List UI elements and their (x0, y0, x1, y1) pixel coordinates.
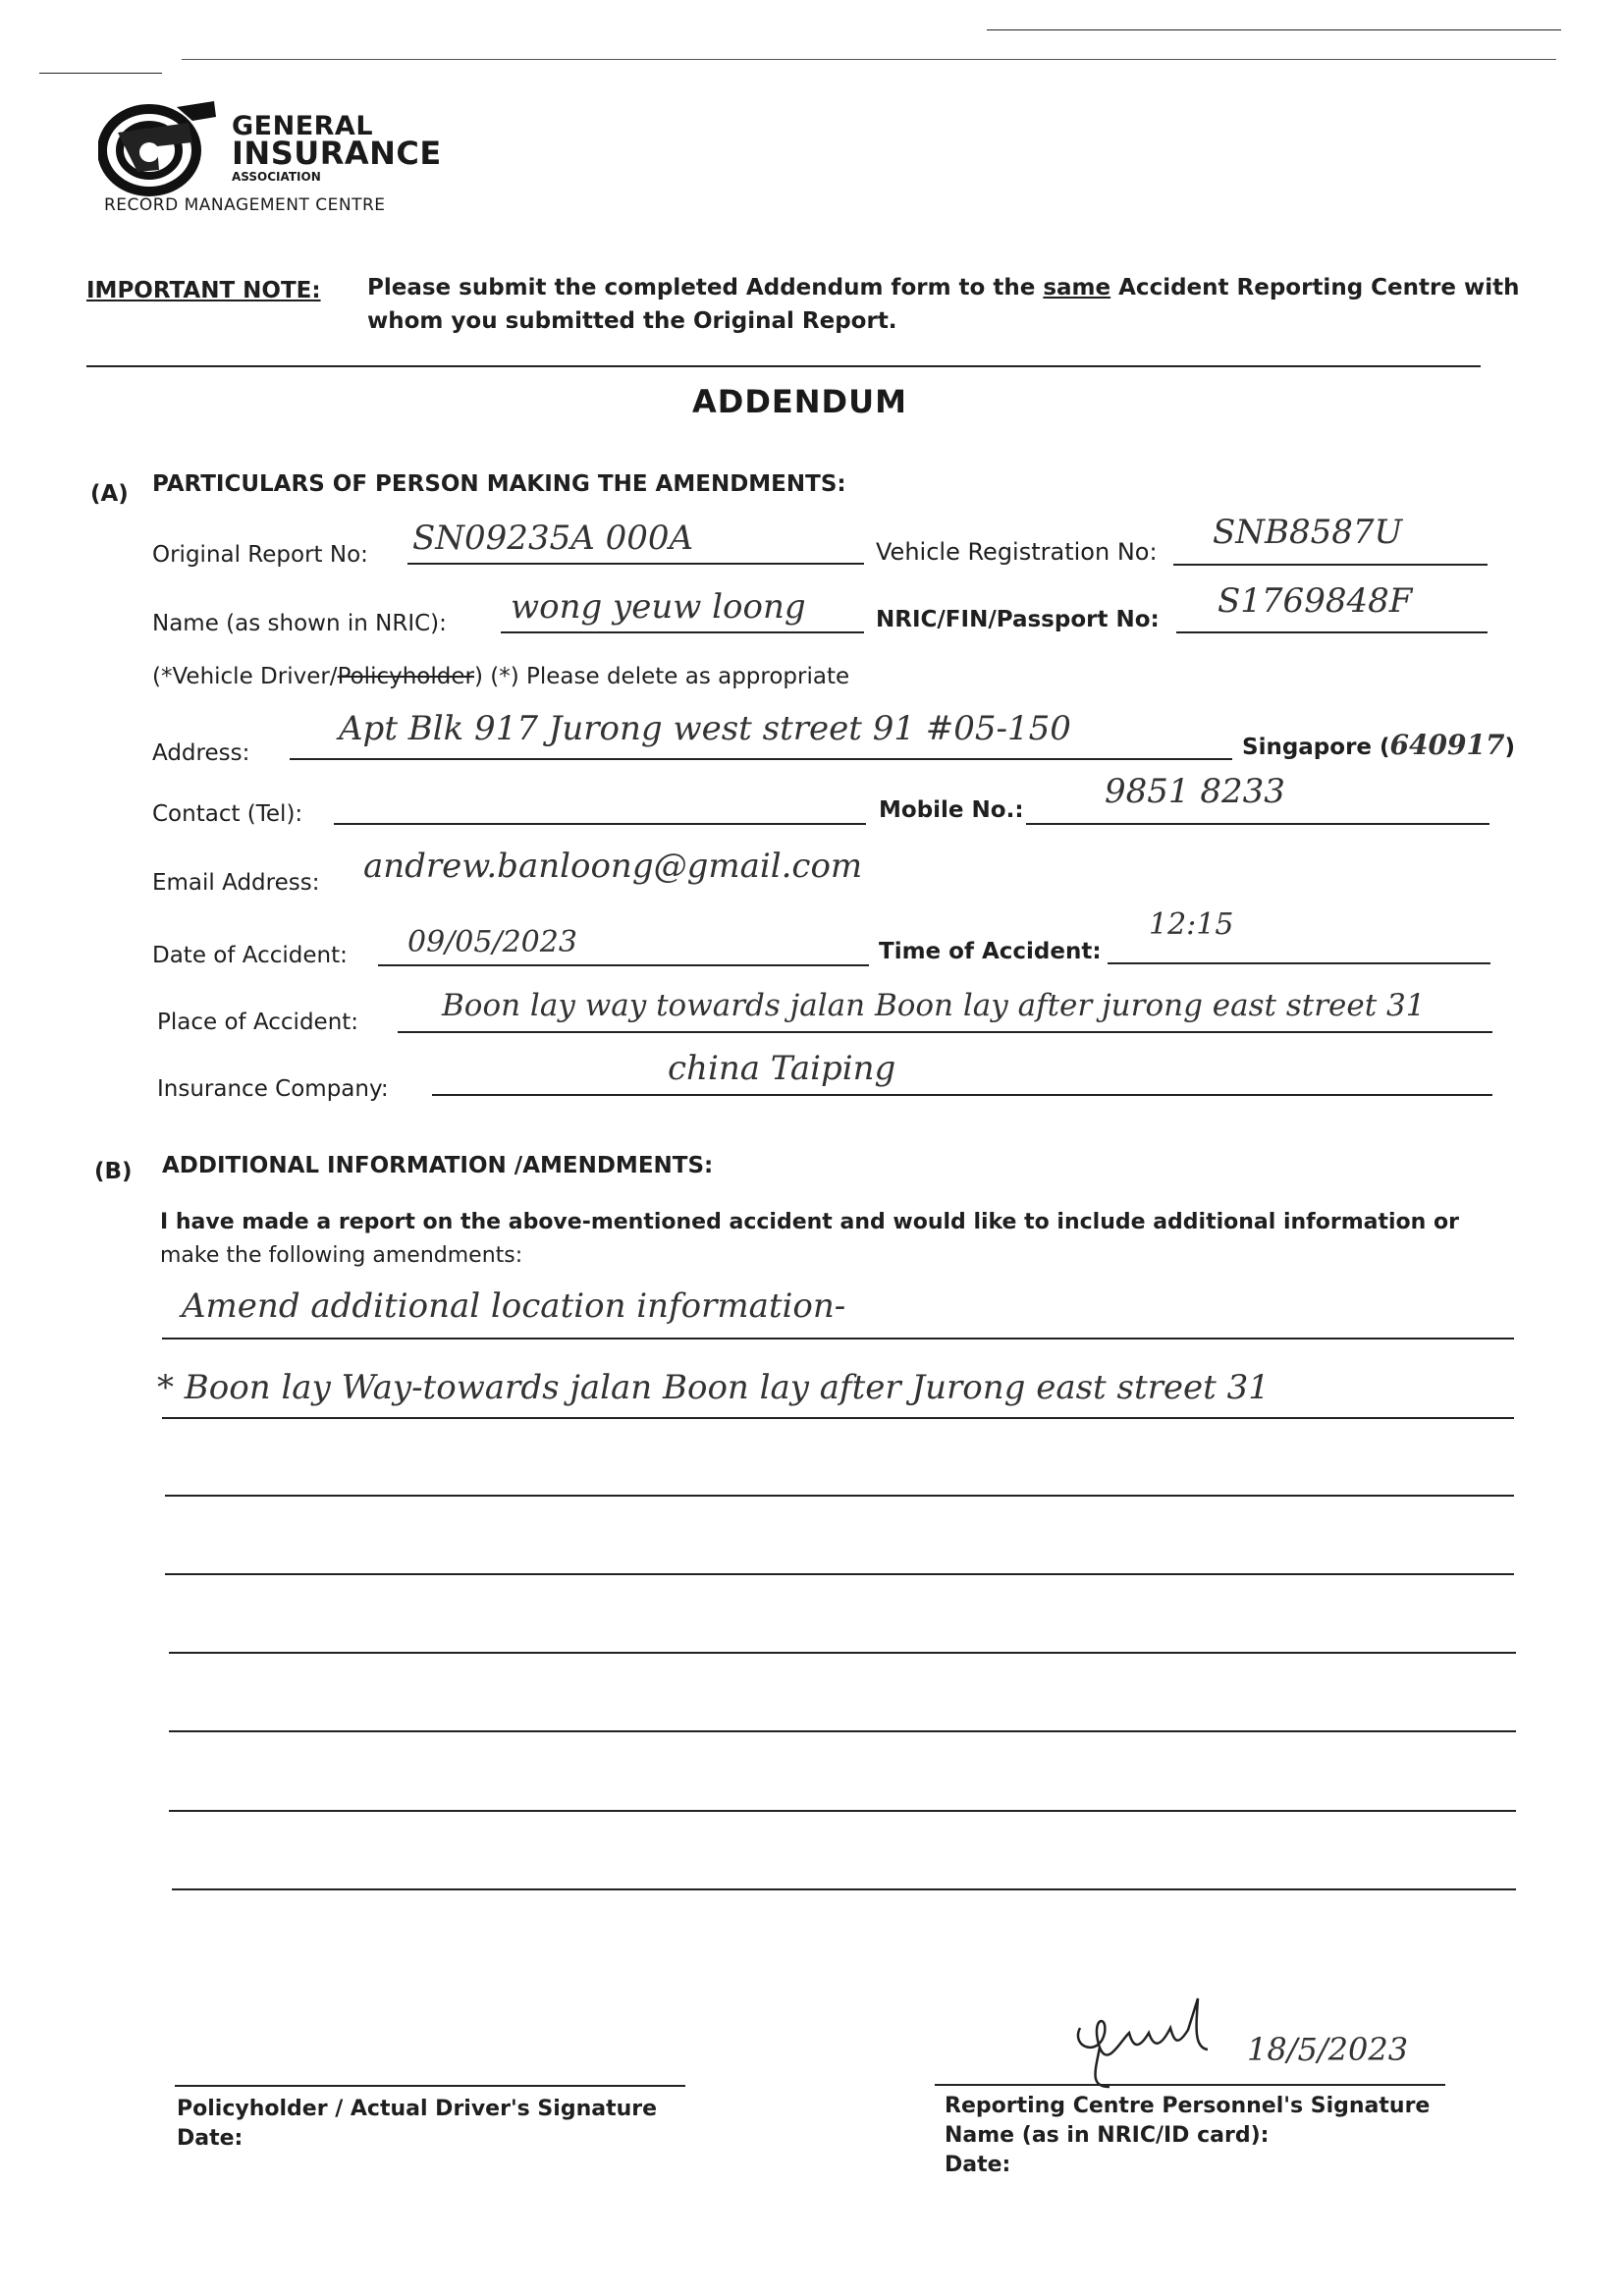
note-text-part: Please submit the completed Addendum form to the (367, 275, 1044, 301)
nric-line (1176, 631, 1488, 633)
scan-top-mark (182, 59, 1556, 60)
personnel-name-label: Name (as in NRIC/ID card): (945, 2123, 1270, 2148)
nric-label: NRIC/FIN/Passport No: (876, 607, 1160, 632)
important-note-text (367, 275, 1519, 301)
mobile-line (1026, 823, 1489, 825)
section-a-heading: PARTICULARS OF PERSON MAKING THE AMENDMENTS: (152, 471, 846, 497)
form-title: ADDENDUM (692, 383, 907, 420)
driver-signature-label: Policyholder / Actual Driver's Signature (177, 2097, 658, 2121)
section-a-marker: (A) (90, 481, 129, 507)
note-text-part: Accident Reporting Centre with (1110, 275, 1520, 301)
logo-line-rmc: RECORD MANAGEMENT CENTRE (104, 195, 386, 215)
vehicle-reg-label: Vehicle Registration No: (876, 538, 1158, 566)
nric-value[interactable]: S1769848F (1218, 581, 1413, 621)
role-prefix: (*Vehicle Driver/ (152, 664, 338, 689)
note-text-same: same (1043, 275, 1111, 301)
time-of-accident-value[interactable]: 12:15 (1149, 907, 1234, 942)
mobile-value[interactable]: 9851 8233 (1105, 772, 1285, 811)
postal-code-value[interactable]: 640917 (1389, 729, 1505, 761)
singapore-text: Singapore ( (1242, 735, 1390, 760)
important-note-text-2: whom you submitted the Original Report. (367, 308, 897, 334)
time-of-accident-line (1108, 962, 1490, 964)
original-report-label: Original Report No: (152, 542, 368, 568)
mobile-label: Mobile No.: (879, 797, 1024, 823)
date-of-accident-label: Date of Accident: (152, 943, 348, 968)
place-of-accident-line (398, 1031, 1492, 1033)
amendment-line (162, 1417, 1514, 1419)
amendment-line (165, 1573, 1514, 1575)
section-b-intro-2: make the following amendments: (160, 1243, 523, 1268)
address-label: Address: (152, 740, 250, 766)
personnel-date-label: Date: (945, 2153, 1011, 2177)
contact-line (334, 823, 866, 825)
gia-logo (98, 93, 442, 231)
logo-line-general: GENERAL (232, 111, 374, 141)
personnel-signature-label: Reporting Centre Personnel's Signature (945, 2094, 1431, 2118)
date-of-accident-value[interactable]: 09/05/2023 (407, 925, 577, 959)
amendment-line (169, 1730, 1516, 1732)
section-b-heading: ADDITIONAL INFORMATION /AMENDMENTS: (162, 1153, 714, 1178)
singapore-close: ) (1504, 735, 1515, 760)
insurance-company-value[interactable]: china Taiping (668, 1049, 896, 1088)
logo-line-association: ASSOCIATION (232, 170, 321, 184)
role-suffix: ) (*) Please delete as appropriate (473, 664, 850, 689)
header-divider (86, 365, 1481, 367)
logo-line-insurance: INSURANCE (232, 135, 442, 172)
place-of-accident-label: Place of Accident: (157, 1010, 359, 1035)
important-note-label: IMPORTANT NOTE: (86, 278, 321, 303)
name-value[interactable]: wong yeuw loong (511, 587, 806, 627)
address-value[interactable]: Apt Blk 917 Jurong west street 91 #05-150 (339, 709, 1071, 748)
gia-emblem-icon (98, 93, 224, 201)
driver-signature-line (175, 2085, 685, 2087)
original-report-line (407, 563, 864, 565)
contact-label: Contact (Tel): (152, 801, 303, 827)
insurance-company-label: Insurance Company: (157, 1076, 389, 1102)
section-b-marker: (B) (94, 1159, 133, 1184)
name-line (501, 631, 864, 633)
original-report-value[interactable]: SN09235A 000A (412, 519, 694, 558)
role-line (152, 664, 849, 689)
personnel-handwritten-date[interactable]: 18/5/2023 (1247, 2031, 1409, 2068)
personnel-signature-scribble (1060, 1989, 1257, 2097)
scan-top-mark (987, 29, 1561, 30)
name-label: Name (as shown in NRIC): (152, 611, 447, 636)
scan-top-mark (39, 73, 162, 74)
amendment-line (169, 1652, 1516, 1654)
email-label: Email Address: (152, 870, 320, 896)
time-of-accident-label: Time of Accident: (879, 939, 1102, 964)
amendment-line-text[interactable]: * Boon lay Way-towards jalan Boon lay after Jurong east street 31 (157, 1368, 1270, 1407)
email-value[interactable]: andrew.banloong@gmail.com (363, 847, 863, 886)
amendment-line (162, 1338, 1514, 1339)
singapore-label (1242, 729, 1515, 761)
amendment-line (165, 1495, 1514, 1497)
address-line (290, 758, 1232, 760)
vehicle-reg-value[interactable]: SNB8587U (1213, 513, 1403, 552)
role-struck-policyholder: Policyholder (337, 664, 474, 689)
amendment-line (172, 1888, 1516, 1890)
section-b-intro-1: I have made a report on the above-mentioned accident and would like to include additional information or (160, 1210, 1459, 1234)
vehicle-reg-line (1173, 564, 1488, 566)
driver-date-label: Date: (177, 2126, 244, 2151)
amendment-line (169, 1810, 1516, 1812)
amendment-line-text[interactable]: Amend additional location information- (182, 1286, 846, 1326)
date-of-accident-line (378, 964, 869, 966)
place-of-accident-value[interactable]: Boon lay way towards jalan Boon lay after jurong east street 31 (442, 988, 1426, 1023)
personnel-signature-line (935, 2084, 1445, 2086)
insurance-company-line (432, 1094, 1492, 1096)
